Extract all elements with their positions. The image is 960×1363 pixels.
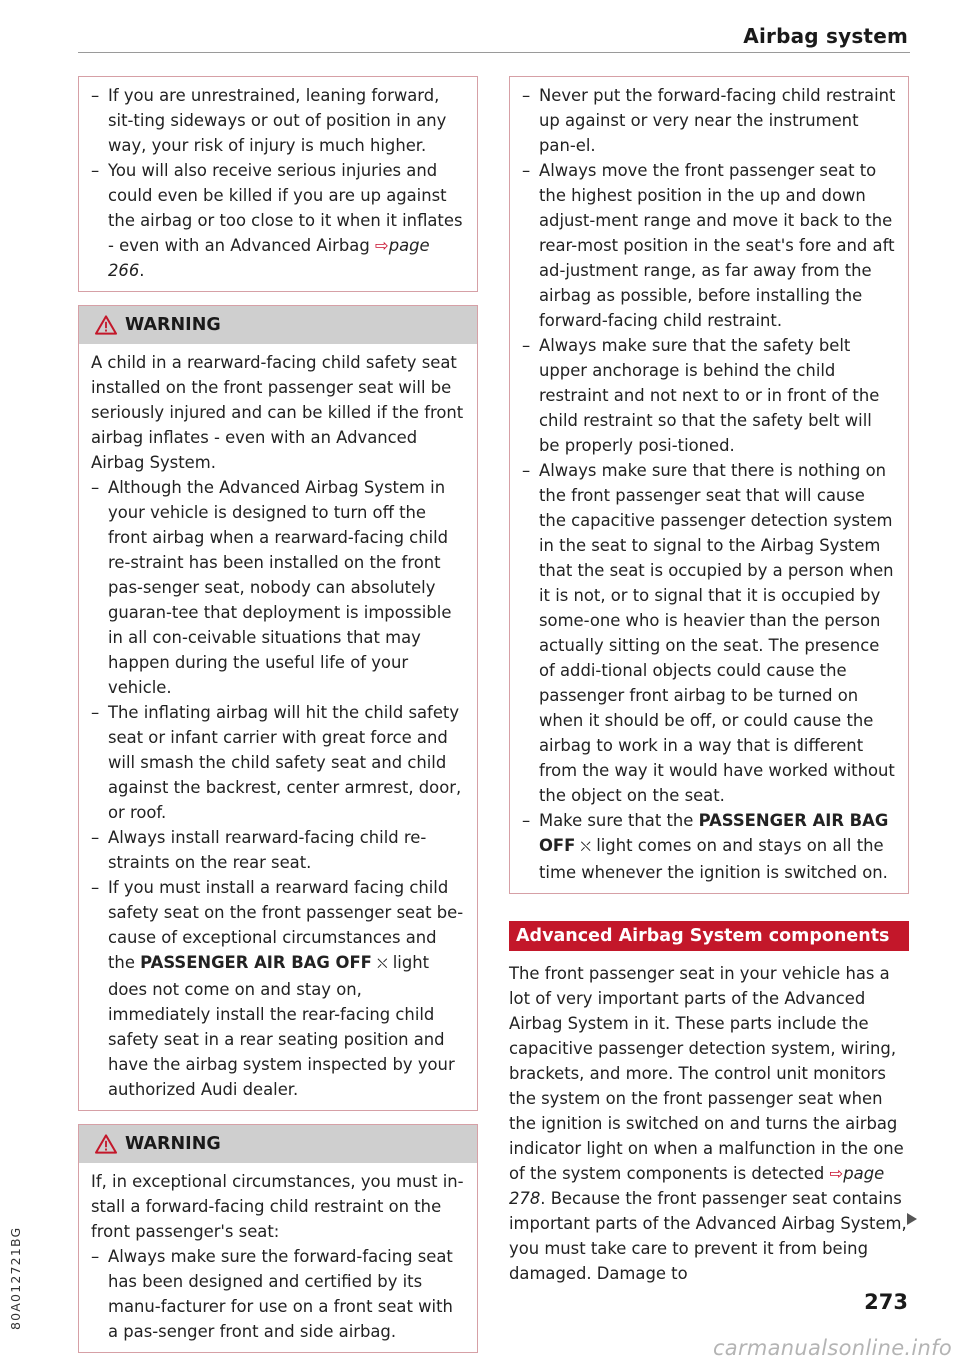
list-item: – Always move the front passenger seat to the highest position in the up and down adjust-ment range and move it back to the rear-most position in the seat's fore and aft ad-justment range, as far away from the airbag as possible, before installing the forward-facing child restraint. <box>522 158 896 333</box>
warning-triangle-icon <box>95 1134 117 1154</box>
document-code: 80A012721BG <box>8 1226 23 1330</box>
list-item: – Although the Advanced Airbag System in your vehicle is designed to turn off the front airbag when a rearward-facing child re-straint has been installed on the front pas-senger seat, nobody can absolutely guaran-tee that deployment is impossible in all con-ceivable situations that may happen during the useful life of your vehicle. <box>91 475 465 700</box>
warning-title: WARNING <box>125 1134 221 1154</box>
left-column <box>78 76 478 1353</box>
warning-title: WARNING <box>125 315 221 335</box>
warning-triangle-icon <box>95 315 117 335</box>
list-item <box>91 158 465 283</box>
body-text: The front passenger seat in your vehicle has a lot of very important parts of the Advanced Airbag System in it. These parts include the capacitive passenger detection system, wiring, brackets, and more. The control unit monitors the system on the front passenger seat when the ignition is switched on and turns the airbag indicator light on when a malfunction in the one of the system components is detected <box>509 964 904 1183</box>
list-item-text: You will also receive serious injuries and could even be killed if you are up against the airbag or too close to it when it inflates - even with an Advanced Airbag <box>108 161 463 255</box>
list-item-text: light comes on and stays on all the time whenever the ignition is switched on. <box>539 836 888 882</box>
punctuation: . <box>139 261 145 280</box>
section-heading: Advanced Airbag System components <box>509 921 909 951</box>
continuation-box <box>509 76 909 894</box>
warning-header <box>79 1125 477 1163</box>
right-column <box>509 76 909 1286</box>
list-item: – If you are unrestrained, leaning forward, sit-ting sideways or out of position in any way, your risk of injury is much higher. <box>91 83 465 158</box>
body-text: . Because the front passenger seat contains important parts of the Advanced Airbag System, you must take care to prevent it from being damaged. Damage to <box>509 1189 907 1283</box>
warning-intro: A child in a rearward-facing child safety seat installed on the front passenger seat will be seriously injured and can be killed if the front airbag inflates - even with an Advanced Airbag System. <box>91 353 464 472</box>
list-item-text: light does not come on and stay on, immediately install the rear-facing child safety seat in a rear seating position and have the airbag system inspected by your authorized Audi dealer. <box>108 953 455 1099</box>
warning-list <box>91 1244 465 1344</box>
passenger-airbag-off-icon: ⛌ <box>377 956 388 972</box>
continuation-list <box>522 83 896 885</box>
list-item-text: Make sure that the <box>539 811 694 830</box>
list-item: – Always make sure the forward-facing seat has been designed and certified by its manu-facturer for use on a front seat with a pas-senger front and side airbag. <box>91 1244 465 1344</box>
watermark: carmanualsonline.info <box>712 1336 952 1360</box>
continue-arrow-icon <box>907 1213 917 1225</box>
warning-body <box>79 344 477 1110</box>
page-reference-text: page 278 <box>509 1164 885 1208</box>
warning-body <box>79 1163 477 1352</box>
warning-box <box>78 305 478 1111</box>
section-body <box>509 961 909 1286</box>
warning-intro: If, in exceptional circumstances, you must in-stall a forward-facing child restraint on the front passenger's seat: <box>91 1172 464 1241</box>
warning-header <box>79 306 477 344</box>
page-reference-text: page 266 <box>108 236 430 280</box>
continuation-list <box>91 83 465 283</box>
page-number: 273 <box>864 1290 908 1314</box>
indicator-label: PASSENGER AIR BAG OFF <box>539 811 889 855</box>
list-item: – Never put the forward-facing child restraint up against or very near the instrument pan-el. <box>522 83 896 158</box>
continuation-box <box>78 76 478 292</box>
page-reference-arrow-icon: ⇨ <box>829 1164 844 1183</box>
list-item: – The inflating airbag will hit the child safety seat or infant carrier with great force and will smash the child safety seat and child against the backrest, center armrest, door, or roof. <box>91 700 465 825</box>
running-header-title: Airbag system <box>743 24 908 48</box>
list-item <box>91 875 465 1102</box>
warning-list <box>91 475 465 1102</box>
warning-box <box>78 1124 478 1353</box>
page-reference-arrow-icon: ⇨ <box>374 236 389 255</box>
header-rule <box>78 52 910 53</box>
indicator-label: PASSENGER AIR BAG OFF <box>140 953 372 972</box>
list-item: – Always make sure that there is nothing on the front passenger seat that will cause the capacitive passenger detection system in the seat to signal to the Airbag System that the seat is occupied by a person when it is not, or to signal that it is occupied by some-one who is heavier than the person actually sitting on the seat. The presence of addi-tional objects could cause the passenger front airbag to be turned on when it should be off, or could cause the airbag to work in a way that is different from the way it would have worked without the object on the seat. <box>522 458 896 808</box>
list-item: – Always make sure that the safety belt upper anchorage is behind the child restraint and not next to or in front of the child restraint so that the safety belt will be properly posi-tioned. <box>522 333 896 458</box>
list-item: – Always install rearward-facing child re-straints on the rear seat. <box>91 825 465 875</box>
list-item <box>522 808 896 885</box>
list-item-text: If you must install a rearward facing child safety seat on the front passenger seat be-cause of exceptional circumstances and the <box>108 878 464 972</box>
passenger-airbag-off-icon: ⛌ <box>580 839 591 855</box>
